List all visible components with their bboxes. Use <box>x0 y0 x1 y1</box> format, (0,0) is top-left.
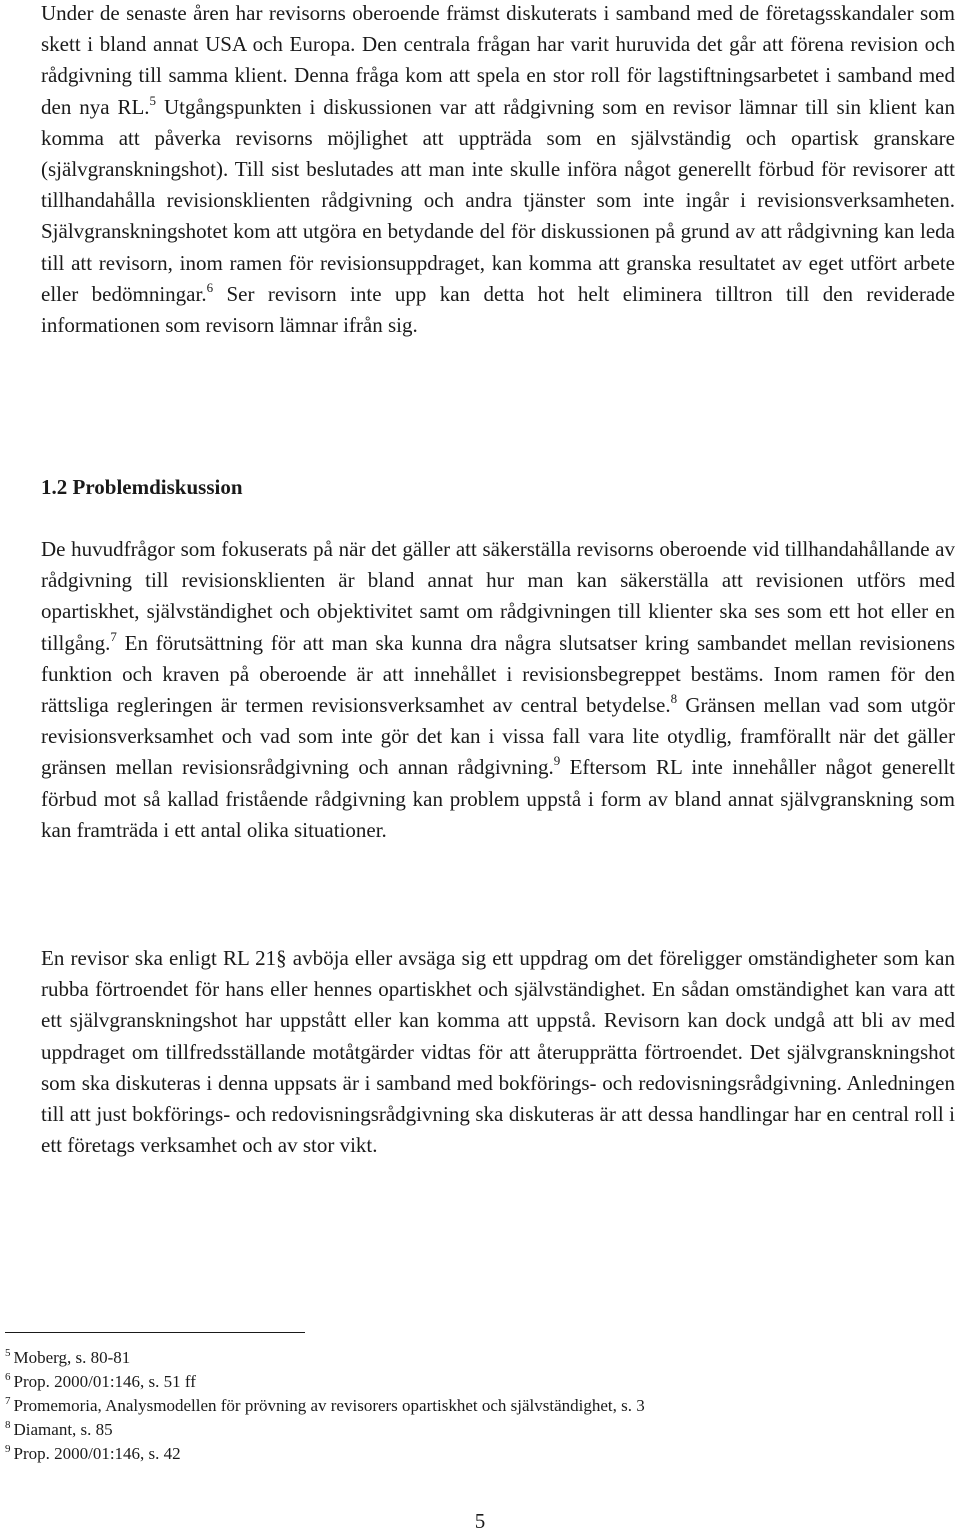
footnote-number: 6 <box>5 1371 11 1383</box>
footnote-text: Prop. 2000/01:146, s. 42 <box>13 1444 181 1463</box>
paragraph-text: En förutsättning för att man ska kunna dra några slutsatser kring sambandet mellan revisionens funktion och kraven på oberoende är att innehållet i revisionsbegreppet bestäms. Inom ramen för den rättsliga regleringen är termen revisionsverksamhet av central betydelse. <box>41 630 955 718</box>
footnote-reference: 9 <box>553 753 561 769</box>
paragraph-text: Gränsen mellan vad som utgör revisionsverksamhet och vad som inte gör det kan i vissa fall vara lite otydlig, framförallt när det gäller gränsen mellan revisionsrådgivning och annan rådgivning. <box>41 693 955 780</box>
footnote-item <box>5 1394 945 1418</box>
footnote-list <box>5 1346 945 1466</box>
footnote-number: 9 <box>5 1443 11 1455</box>
footnote-reference: 6 <box>206 279 214 295</box>
footnote-reference: 8 <box>670 691 678 707</box>
footnote-reference: 7 <box>110 628 117 644</box>
footnote-text: Prop. 2000/01:146, s. 51 ff <box>13 1372 196 1391</box>
footnote-number: 7 <box>5 1395 11 1407</box>
page-number: 5 <box>474 1509 486 1533</box>
paragraph-problem-discussion <box>41 534 955 846</box>
footnote-item <box>5 1442 945 1466</box>
section-heading: 1.2 Problemdiskussion <box>41 475 243 499</box>
paragraph-auditor-independence <box>41 0 955 341</box>
footnote-text: Moberg, s. 80-81 <box>13 1348 131 1367</box>
footnote-item <box>5 1418 945 1442</box>
footnote-item <box>5 1346 945 1370</box>
footnote-number: 5 <box>5 1347 11 1359</box>
paragraph-text: Utgångspunkten i diskussionen var att rådgivning som en revisor lämnar till sin klient kan komma att påverka revisorns möjlighet att uppträda som en självständig och opartisk granskare (självgranskningshot). Till sist beslutades att man inte skulle införa något generellt förbud för revisorer att tillhandahålla revisionsklienten rådgivning och andra tjänster som inte ingår i revisionsverksamheten. Självgranskningshotet kom att utgöra en betydande del för diskussionen på grund av att rådgivning kan leda till att revisorn, inom ramen för revisionsuppdraget, kan komma att granska resultatet av eget utfört arbete eller bedömningar. <box>41 94 955 306</box>
paragraph-text: Under de senaste åren har revisorns oberoende främst diskuterats i samband med de företagsskandaler som skett i bland annat USA och Europa. Den centrala frågan har varit huruvida det går att förena revision och rådgivning till samma klient. Denna fråga kom att spela en stor roll för lagstiftningsarbetet i samband med den nya RL. <box>41 1 955 119</box>
footnote-number: 8 <box>5 1419 11 1431</box>
footnote-text: Promemoria, Analysmodellen för prövning av revisorers opartiskhet och självständighet, s. 3 <box>13 1396 645 1415</box>
footnote-reference: 5 <box>149 92 157 108</box>
footnote-separator <box>5 1332 305 1333</box>
paragraph-text: Ser revisorn inte upp kan detta hot helt eliminera tilltron till den reviderade informationen som revisorn lämnar ifrån sig. <box>41 281 956 338</box>
paragraph-text: Eftersom RL inte innehåller något generellt förbud mot så kallad fristående rådgivning kan problem uppstå i form av bland annat självgranskning som kan framträda i ett antal olika situationer. <box>41 755 955 842</box>
paragraph-text: De huvudfrågor som fokuserats på när det gäller att säkerställa revisorns oberoende vid tillhandahållande av rådgivning till revisionsklienten är bland annat hur man kan säkerställa att revisionen utförs med opartiskhet, självständighet och objektivitet samt om rådgivningen till klienter ska ses som ett hot eller en tillgång. <box>41 537 955 655</box>
footnote-text: Diamant, s. 85 <box>13 1420 113 1439</box>
footnote-item <box>5 1370 945 1394</box>
paragraph-self-review-threat: En revisor ska enligt RL 21§ avböja eller avsäga sig ett uppdrag om det föreligger omständigheter som kan rubba förtroendet för hans eller hennes opartiskhet och självständighet. En sådan omständighet kan vara att ett självgranskningshot har uppstått eller kan komma att uppstå. Revisorn kan dock undgå att bli av med uppdraget om tillfredsställande motåtgärder vidtas för att återupprätta förtroendet. Det självgranskningshot som ska diskuteras i denna uppsats är i samband med bokförings- och redovisningsrådgivning. Anledningen till att just bokförings- och redovisningsrådgivning ska diskuteras är att dessa handlingar har en central roll i ett företags verksamhet och av stor vikt. <box>41 946 955 1158</box>
